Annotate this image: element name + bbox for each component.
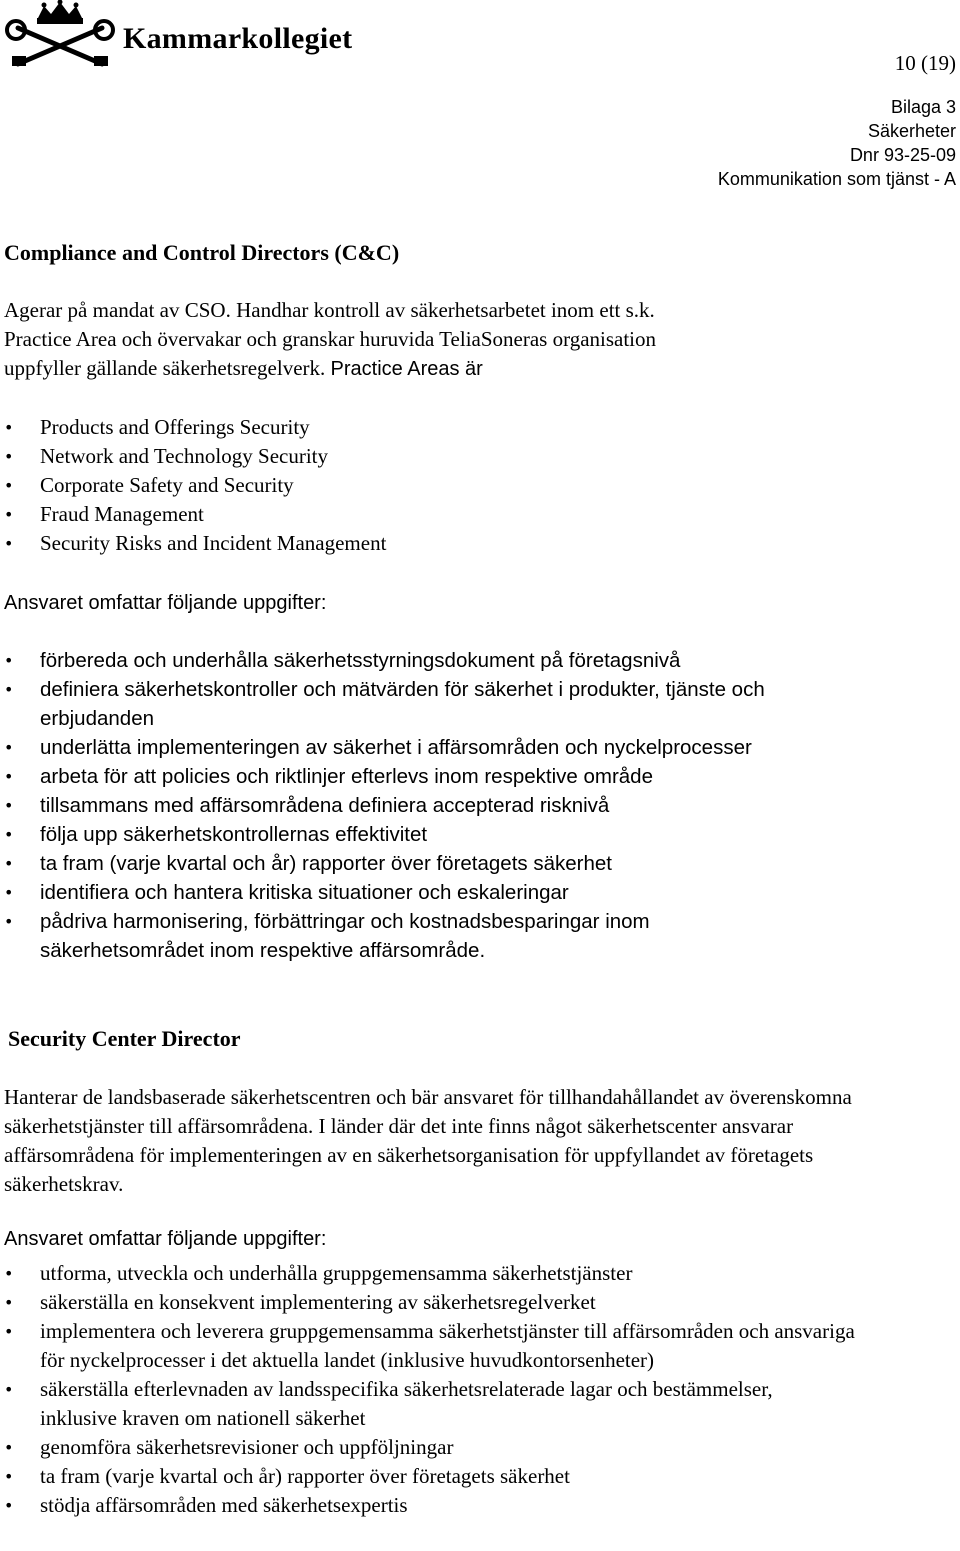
section2-paragraph: Hanterar de landsbaserade säkerhetscentren och bär ansvaret för tillhandahållandet av överenskomna säkerhetstjänster till affärsområdena. I länder där det inte finns något säkerhetscenter ansvarar affärsområdena för implementeringen av en säkerhetsorganisation för uppfyllandet av företagets säkerhetskrav. (4, 1085, 852, 1196)
paragraph-line: Agerar på mandat av CSO. Handhar kontroll av säkerhetsarbetet inom ett s.k. (4, 298, 655, 322)
list-item: • genomföra säkerhetsrevisioner och uppföljningar (0, 1433, 920, 1462)
kammarkollegiet-logo (4, 0, 353, 70)
crown-crest-icon (4, 0, 116, 70)
list-item: • Network and Technology Security (0, 442, 920, 471)
list-item: • definiera säkerhetskontroller och mätvärden för säkerhet i produkter, tjänste och erbjudanden (0, 675, 870, 733)
list-item: • ta fram (varje kvartal och år) rapporter över företagets säkerhet (0, 1462, 920, 1491)
practice-areas-intro: Practice Areas är (330, 358, 483, 380)
list-item: • tillsammans med affärsområdena definiera accepterad risknivå (0, 791, 920, 820)
practice-areas-list (0, 413, 920, 558)
list-item: • utforma, utveckla och underhålla gruppgemensamma säkerhetstjänster (0, 1259, 920, 1288)
meta-category: Säkerheter (867, 121, 956, 141)
tasks-label: Ansvaret omfattar följande uppgifter: (4, 1228, 327, 1250)
paragraph-line (4, 354, 904, 384)
meta-document-name: Kommunikation som tjänst - A (717, 169, 956, 189)
list-item: • implementera och leverera gruppgemensamma säkerhetstjänster till affärsområden och ansvariga för nyckelprocesser i det aktuella landet (inklusive huvudkontorsenheter) (0, 1317, 870, 1375)
list-item: • stödja affärsområden med säkerhetsexpertis (0, 1491, 920, 1520)
list-item: • identifiera och hantera kritiska situationer och eskaleringar (0, 878, 920, 907)
list-item: • Fraud Management (0, 500, 920, 529)
page-number: 10 (19) (894, 51, 956, 75)
list-item: • Corporate Safety and Security (0, 471, 920, 500)
list-item: • ta fram (varje kvartal och år) rapporter över företagets säkerhet (0, 849, 920, 878)
logo-wordmark: Kammarkollegiet (123, 22, 353, 55)
section-title-cc: Compliance and Control Directors (C&C) (4, 240, 400, 265)
list-item: • Products and Offerings Security (0, 413, 920, 442)
document-meta (718, 95, 956, 191)
paragraph-line-text: uppfyller gällande säkerhetsregelverk. (4, 356, 326, 380)
list-item: • pådriva harmonisering, förbättringar och kostnadsbesparingar inom säkerhetsområdet inom respektive affärsområde. (0, 907, 740, 965)
list-item: • förbereda och underhålla säkerhetsstyrningsdokument på företagsnivå (0, 646, 920, 675)
list-item: • följa upp säkerhetskontrollernas effektivitet (0, 820, 920, 849)
list-item: • Security Risks and Incident Management (0, 529, 920, 558)
section2-tasks-list (0, 1259, 920, 1520)
list-item: • säkerställa en konsekvent implementering av säkerhetsregelverket (0, 1288, 920, 1317)
meta-appendix: Bilaga 3 (890, 97, 956, 117)
section1-paragraph (4, 296, 904, 384)
meta-reference-number: Dnr 93-25-09 (849, 145, 956, 165)
list-item: • arbeta för att policies och riktlinjer efterlevs inom respektive område (0, 762, 920, 791)
paragraph-line: Practice Area och övervakar och granskar huruvida TeliaSoneras organisation (4, 327, 657, 351)
tasks-label: Ansvaret omfattar följande uppgifter: (4, 592, 327, 614)
list-item: • underlätta implementeringen av säkerhet i affärsområden och nyckelprocesser (0, 733, 920, 762)
section-title-security-center: Security Center Director (8, 1026, 241, 1051)
list-item: • säkerställa efterlevnaden av landsspecifika säkerhetsrelaterade lagar och bestämmelser, inklusive kraven om nationell säkerhet (0, 1375, 800, 1433)
section1-tasks-list (0, 646, 920, 965)
